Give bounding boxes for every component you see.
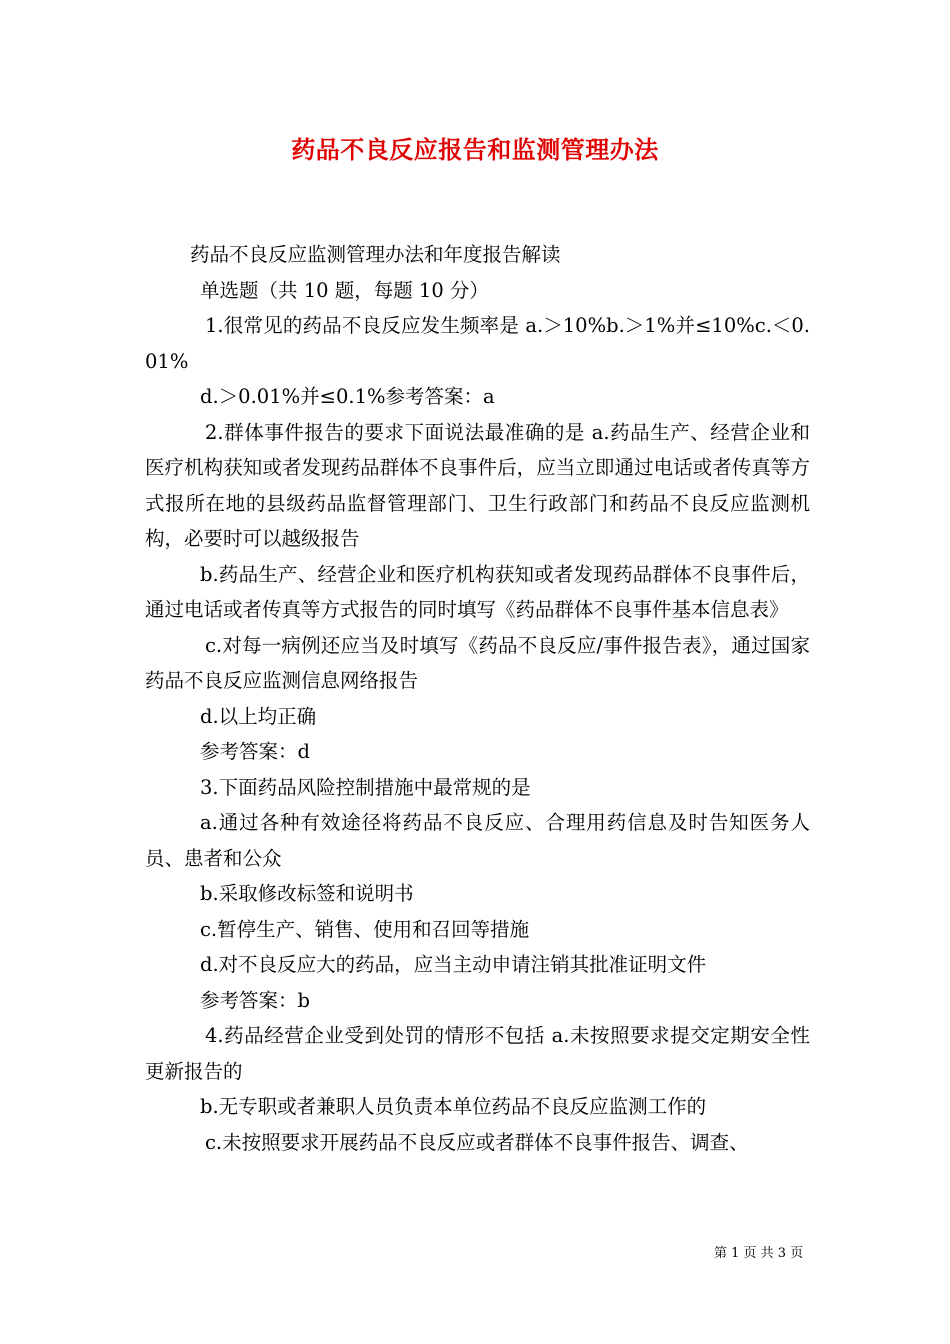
document-body: [145, 237, 810, 1160]
paragraph-subtitle: 药品不良反应监测管理办法和年度报告解读: [190, 243, 561, 266]
paragraph-question-2: 2.群体事件报告的要求下面说法最准确的是 a.药品生产、经营企业和医疗机构获知或者发现药品群体不良事件后，应当立即通过电话或者传真等方式报所在地的县级药品监督管理部门、卫生行政部门和药品不良反应监测机构，必要时可以越级报告: [145, 420, 810, 550]
paragraph-q2-option-b: b.药品生产、经营企业和医疗机构获知或者发现药品群体不良事件后，通过电话或者传真等方式报告的同时填写《药品群体不良事件基本信息表》: [145, 562, 810, 621]
paragraph-q2-option-c: c.对每一病例还应当及时填写《药品不良反应/事件报告表》，通过国家药品不良反应监测信息网络报告: [145, 633, 810, 692]
paragraph-q3-answer: 参考答案：b: [200, 988, 310, 1012]
paragraph-question-3: 3.下面药品风险控制措施中最常规的是: [200, 775, 531, 799]
paragraph-section-header: 单选题（共 10 题，每题 10 分）: [200, 278, 489, 302]
paragraph-q3-option-a: a.通过各种有效途径将药品不良反应、合理用药信息及时告知医务人员、患者和公众: [145, 811, 810, 870]
paragraph-q3-option-b: b.采取修改标签和说明书: [200, 882, 414, 905]
paragraph-q1-option-d-answer: d.＞0.01%并≤0.1%参考答案：a: [200, 385, 495, 408]
paragraph-question-1: 1.很常见的药品不良反应发生频率是 a.＞10%b.＞1%并≤10%c.＜0.01%: [145, 314, 810, 373]
paragraph-q3-option-d: d.对不良反应大的药品，应当主动申请注销其批准证明文件: [200, 953, 707, 976]
paragraph-q3-option-c: c.暂停生产、销售、使用和召回等措施: [200, 917, 530, 941]
paragraph-q2-answer: 参考答案：d: [200, 740, 310, 763]
paragraph-q2-option-d: d.以上均正确: [200, 704, 317, 728]
paragraph-q4-option-b: b.无专职或者兼职人员负责本单位药品不良反应监测工作的: [200, 1095, 707, 1118]
document-title: 药品不良反应报告和监测管理办法: [291, 135, 659, 164]
paragraph-question-4: 4.药品经营企业受到处罚的情形不包括 a.未按照要求提交定期安全性更新报告的: [145, 1024, 810, 1083]
paragraph-q4-option-c: c.未按照要求开展药品不良反应或者群体不良事件报告、调查、: [205, 1130, 749, 1154]
page-number-footer: 第 1 页 共 3 页: [714, 1246, 804, 1261]
